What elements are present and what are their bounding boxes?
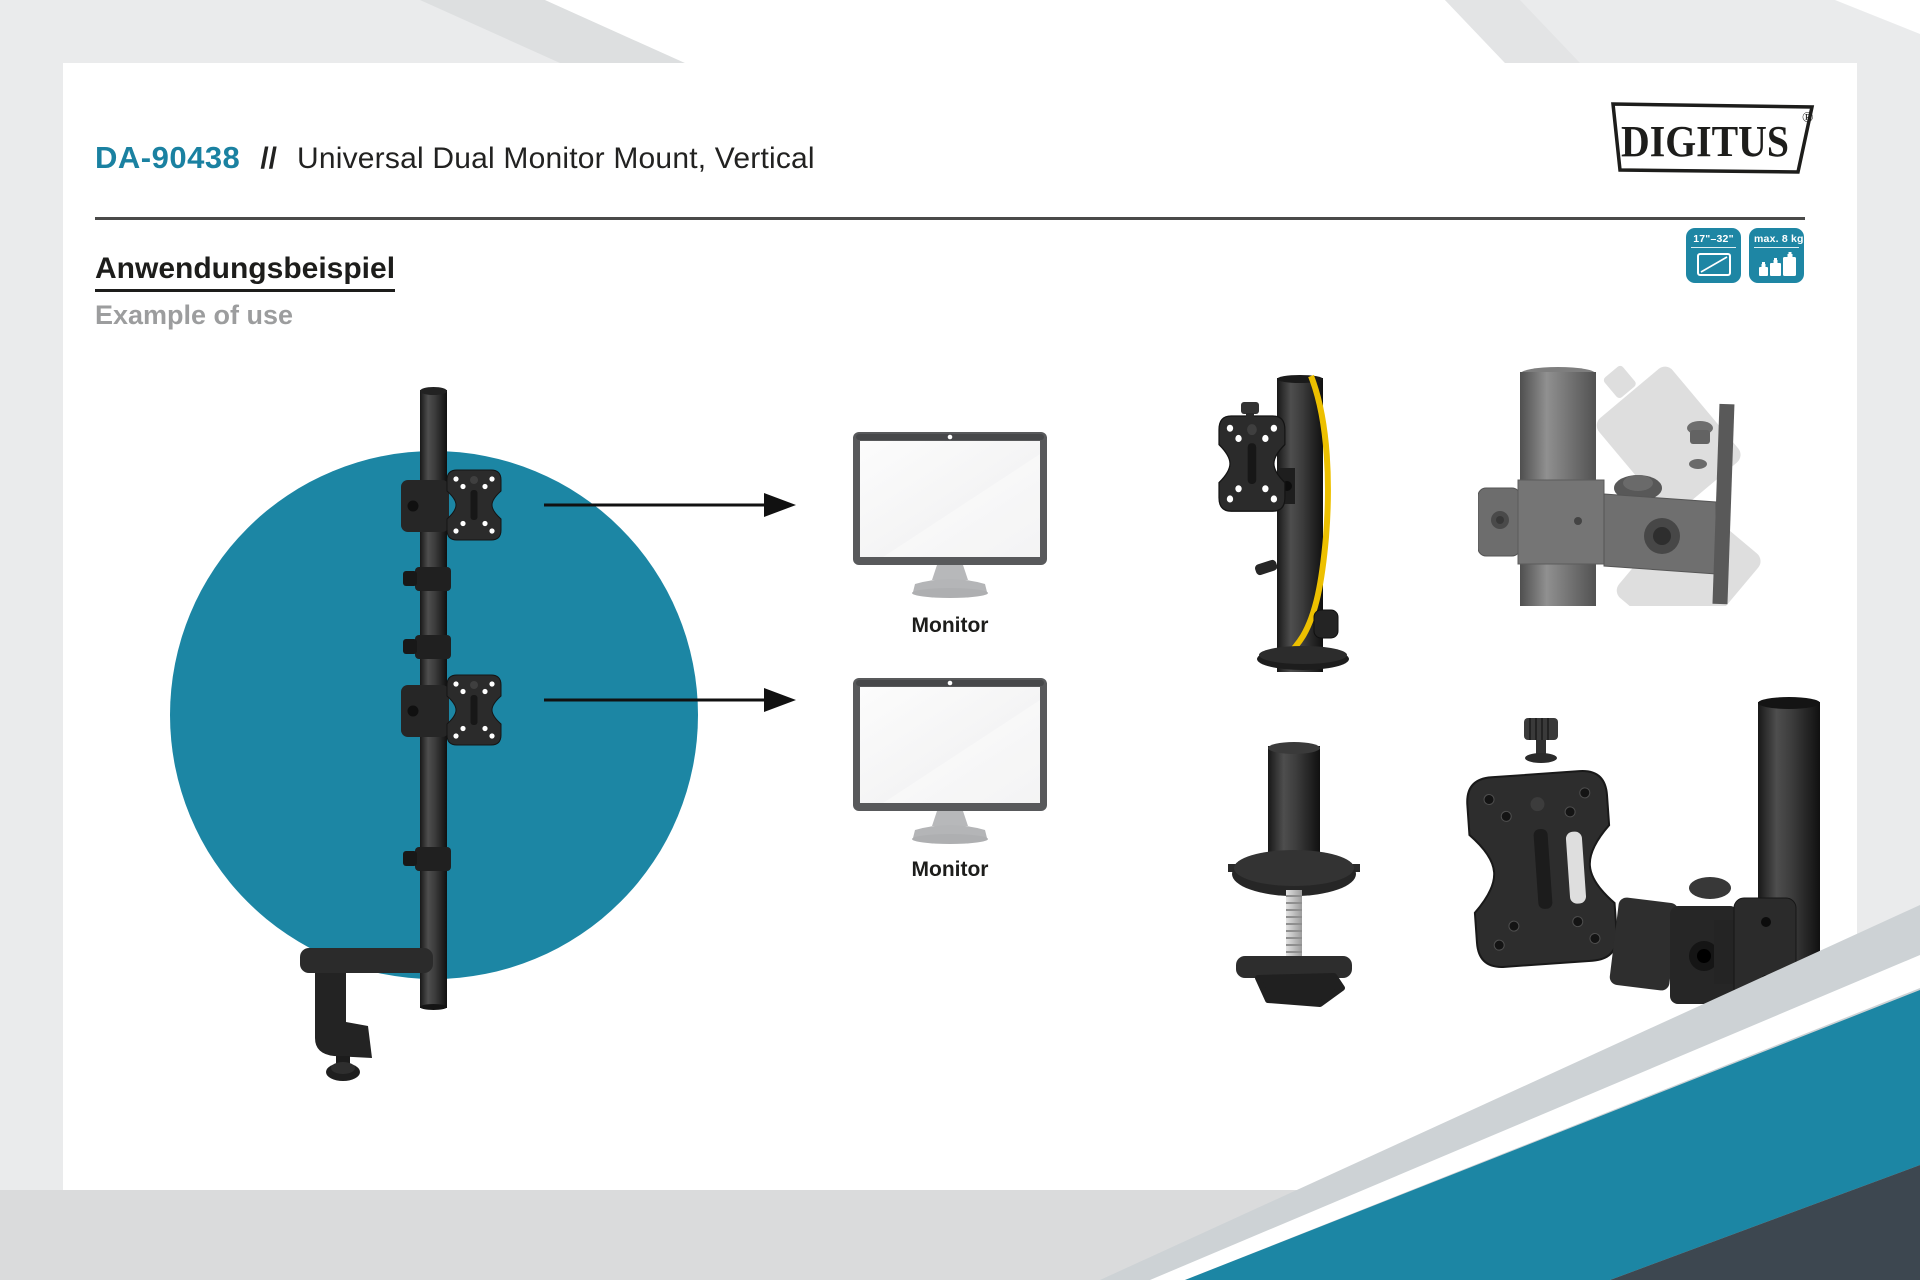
monitor-1-icon — [853, 432, 1047, 600]
cable-clip — [1314, 610, 1338, 638]
top-decoration — [0, 0, 1920, 63]
desk-clamp — [300, 948, 433, 1081]
corner-decoration — [1000, 820, 1920, 1280]
digitus-logo — [1605, 95, 1820, 180]
spec-badges — [1686, 228, 1804, 283]
header-rule — [95, 217, 1805, 220]
header-separator: // — [260, 142, 277, 175]
max-weight-icon — [1756, 251, 1798, 278]
product-code: DA-90438 — [95, 140, 241, 175]
max-weight-badge — [1749, 228, 1804, 283]
arrow-to-monitor-2 — [540, 685, 805, 715]
monitor-2-label: Monitor — [911, 858, 989, 881]
screen-size-label: 17"–32" — [1691, 233, 1736, 248]
vesa-bracket-top — [401, 480, 449, 532]
thumbscrew — [1690, 430, 1710, 444]
detail1-vesa-plate — [1219, 416, 1285, 511]
detail-tilt-joint-photo — [1478, 288, 1808, 606]
arrow-to-monitor-1 — [540, 490, 805, 520]
logo-text: DIGITUS — [1621, 117, 1789, 166]
screen-size-badge — [1686, 228, 1741, 283]
page-header — [95, 140, 815, 176]
detail4-thumbscrew — [1524, 718, 1558, 763]
monitor-1-label: Monitor — [911, 614, 989, 637]
product-illustration — [150, 370, 720, 1100]
section-heading-de: Anwendungsbeispiel — [95, 252, 395, 292]
pole-clamp-band — [1518, 480, 1604, 564]
vesa-bracket-bottom — [401, 685, 449, 737]
max-weight-label: max. 8 kg — [1754, 233, 1799, 248]
screen-size-icon — [1695, 251, 1733, 279]
section-heading-en: Example of use — [95, 300, 294, 330]
detail-pole-cable-photo — [1215, 372, 1427, 672]
page-title: Universal Dual Monitor Mount, Vertical — [296, 142, 815, 175]
registered-mark: ® — [1802, 110, 1814, 126]
cable-lever — [1254, 559, 1278, 576]
